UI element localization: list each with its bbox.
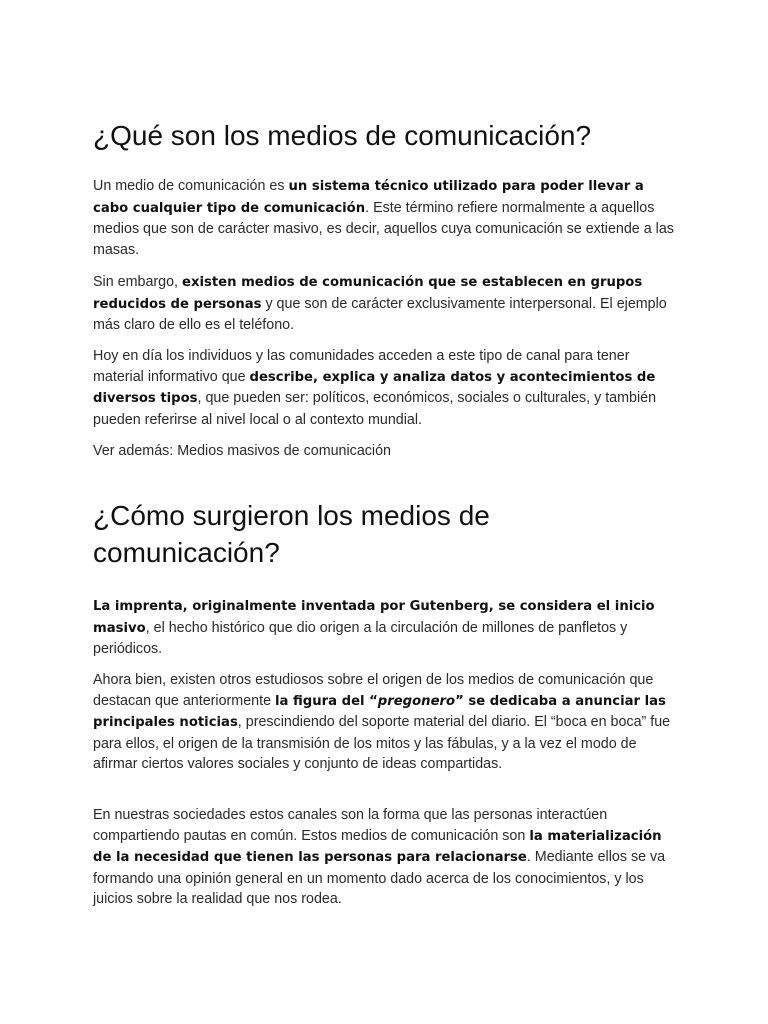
paragraph-today xyxy=(93,346,683,430)
bold-run: describe, explica y analiza datos y acontecimientos de diversos tipos xyxy=(93,369,656,406)
text-run: Hoy en día los individuos y las comunidades acceden a este tipo de canal para tener material informativo que xyxy=(93,348,630,385)
heading-como-surgieron xyxy=(93,497,683,571)
text-run: . Este término refiere normalmente a aquellos medios que son de carácter masivo, es decir, aquellos cuya comunicación se extiende a las masas. xyxy=(93,199,674,258)
heading-line: comunicación? xyxy=(93,537,280,568)
paragraph-imprenta xyxy=(93,596,683,660)
text-run: . Mediante ellos se va formando una opinión general en un momento dado acerca de los conocimientos, y los juicios sobre la realidad que nos rodea. xyxy=(93,849,666,907)
text-run: Ahora bien, existen otros estudiosos sobre el origen de los medios de comunicación que destacan que anteriormente xyxy=(93,672,654,709)
heading-que-son: ¿Qué son los medios de comunicación? xyxy=(93,120,592,151)
text-run: , el hecho histórico que dio origen a la circulación de millones de panfletos y periódicos. xyxy=(93,619,628,657)
paragraph-definition xyxy=(93,176,683,260)
bold-run: la figura del “ xyxy=(275,693,378,709)
text-run: En nuestras sociedades estos canales son la forma que las personas interactúen compartiendo pautas en común. Estos medios de comunicación son xyxy=(93,807,608,844)
text-run: y que son de carácter exclusivamente interpersonal. El ejemplo más claro de ello es el teléfono. xyxy=(93,295,667,333)
text-run: , que pueden ser: políticos, económicos, sociales o culturales, y también pueden referirse al nivel local o al contexto mundial. xyxy=(93,390,657,428)
paragraph-interpersonal xyxy=(93,272,683,336)
paragraph-pregonero xyxy=(93,670,683,775)
bold-run: un sistema técnico utilizado para poder llevar a cabo cualquier tipo de comunicación xyxy=(93,179,644,216)
bold-run: La imprenta, originalmente inventada por Gutenberg, se considera el inicio masivo xyxy=(93,599,655,636)
see-also-link[interactable]: Medios masivos de comunicación xyxy=(177,443,392,459)
bold-italic-run xyxy=(378,694,455,709)
text-run: Sin embargo, xyxy=(93,274,183,290)
heading-line: ¿Cómo surgieron los medios de xyxy=(93,500,490,531)
see-also-prefix: Ver además: xyxy=(93,443,178,459)
italic-run: pregonero xyxy=(377,693,456,709)
bold-run: existen medios de comunicación que se establecen en grupos reducidos de personas xyxy=(93,275,643,312)
bold-run: la materialización de la necesidad que tienen las personas para relacionarse xyxy=(93,828,662,865)
paragraph-sociedades xyxy=(93,805,683,910)
text-run: , prescindiendo del soporte material del diario. El “boca en boca” fue para ellos, el origen de la transmisión de los mitos y las fábulas, y a la vez el modo de afirmar ciertos valores sociales y conjunto de ideas compartidas. xyxy=(93,714,671,772)
see-also-line xyxy=(93,441,683,462)
text-run: Un medio de comunicación es xyxy=(93,178,289,194)
bold-run: ” se dedicaba a anunciar las principales noticias xyxy=(93,693,666,730)
